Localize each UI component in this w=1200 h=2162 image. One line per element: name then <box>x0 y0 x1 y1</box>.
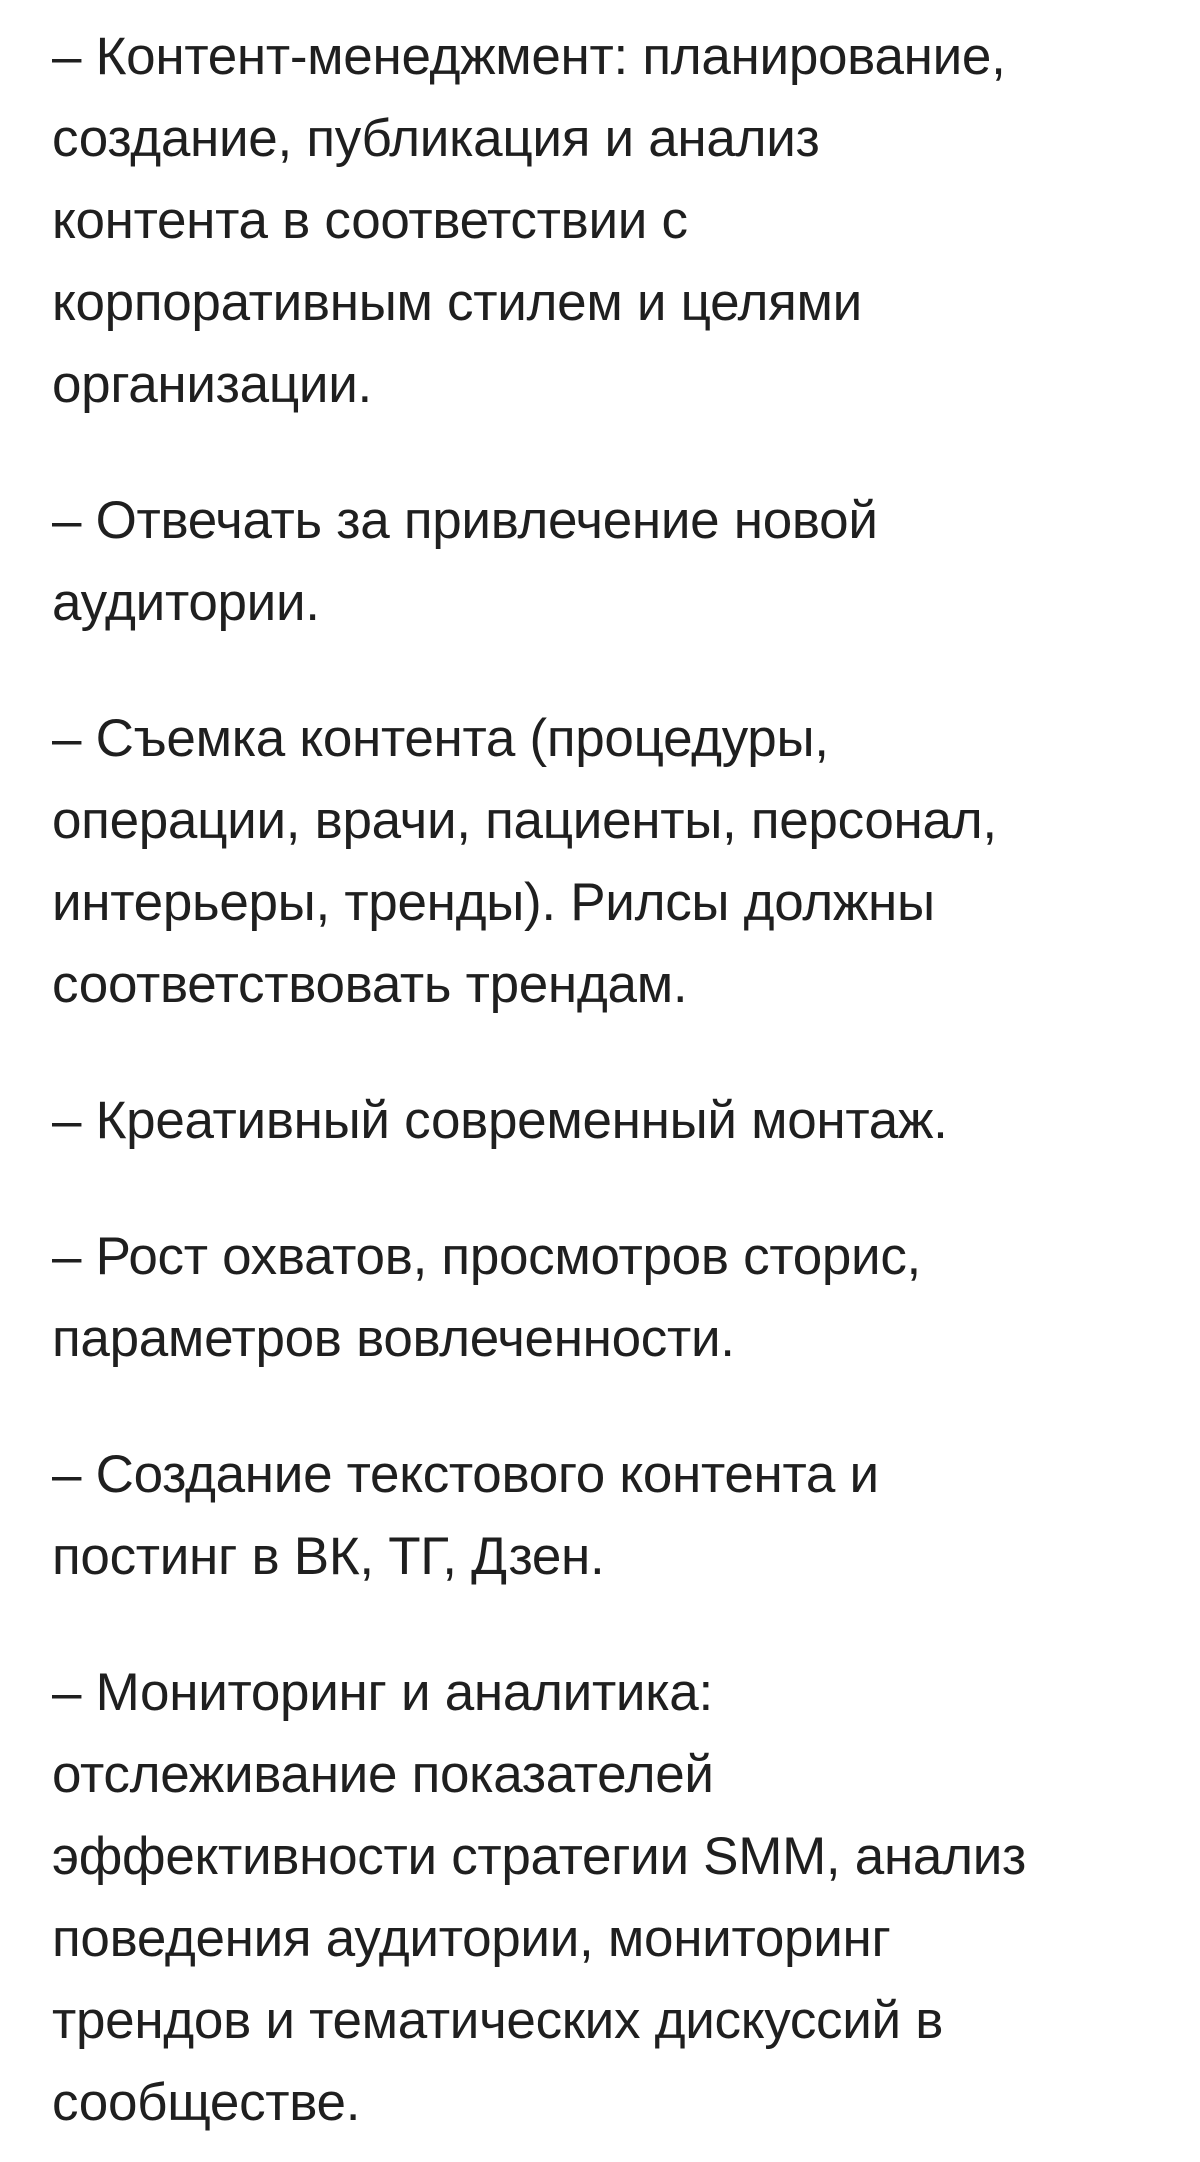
text-line: – Мониторинг и аналитика: <box>52 1663 713 1722</box>
text-line: корпоративным стилем и целями <box>52 273 862 332</box>
text-line: аудитории. <box>52 573 320 632</box>
text-line: эффективности стратегии SMM, анализ <box>52 1827 1027 1886</box>
text-line: – Отвечать за привлечение новой <box>52 491 878 550</box>
text-line: отслеживание показателей <box>52 1745 714 1804</box>
text-line: операции, врачи, пациенты, персонал, <box>52 791 997 850</box>
paragraph-creative-editing <box>52 1080 1160 1162</box>
text-line: – Рост охватов, просмотров сторис, <box>52 1227 921 1286</box>
text-line: – Создание текстового контента и <box>52 1445 879 1504</box>
paragraph-content-shooting <box>52 698 1160 1026</box>
text-line: интерьеры, тренды). Рилсы должны <box>52 873 935 932</box>
text-line: соответствовать трендам. <box>52 955 688 1014</box>
paragraph-audience-growth <box>52 480 1160 644</box>
text-line: параметров вовлеченности. <box>52 1309 735 1368</box>
text-line: создание, публикация и анализ <box>52 109 820 168</box>
text-line: – Съемка контента (процедуры, <box>52 709 829 768</box>
paragraph-text-content <box>52 1434 1160 1598</box>
paragraph-content-management <box>52 0 1160 426</box>
text-line: постинг в ВК, ТГ, Дзен. <box>52 1527 605 1586</box>
text-line: – Контент-менеджмент: планирование, <box>52 27 1006 86</box>
text-line: сообществе. <box>52 2073 361 2132</box>
text-line: – Креативный современный монтаж. <box>52 1091 948 1150</box>
text-line: организации. <box>52 355 372 414</box>
text-line: поведения аудитории, мониторинг <box>52 1909 891 1968</box>
text-line: контента в соответствии с <box>52 191 688 250</box>
paragraph-monitoring-analytics <box>52 1652 1160 2144</box>
paragraph-reach-growth <box>52 1216 1160 1380</box>
text-line: трендов и тематических дискуссий в <box>52 1991 944 2050</box>
